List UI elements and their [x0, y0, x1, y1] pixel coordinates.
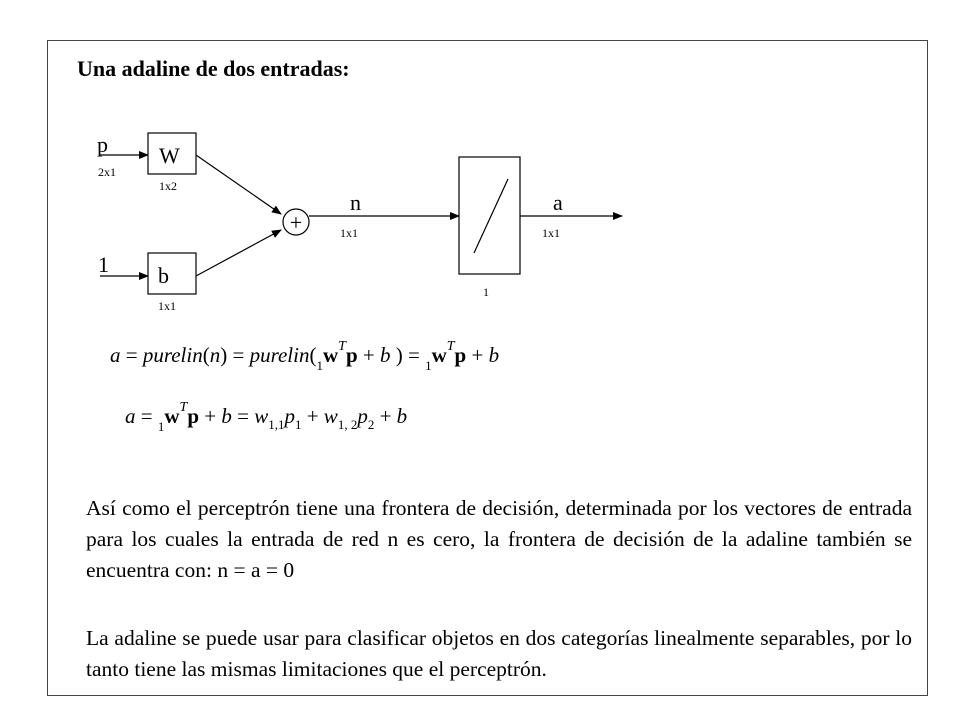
- transfer-box: [459, 157, 520, 274]
- bias-input-label: 1: [98, 252, 109, 277]
- input-p-label: p: [97, 132, 108, 157]
- slide-title: Una adaline de dos entradas:: [77, 56, 350, 81]
- output-label: a: [553, 190, 563, 215]
- equation-1: [110, 339, 499, 373]
- equation-2: [125, 400, 407, 434]
- paragraph-decision-boundary: Así como el perceptrón tiene una frontera de decisión, determinada por los vectores de entrada para los cuales la entrada de red n es cero, la frontera de decisión de la adaline también se encuentra con: n = a = 0: [86, 496, 912, 582]
- bias-dim: 1x1: [158, 299, 176, 313]
- paragraph-limitations: La adaline se puede usar para clasificar objetos en dos categorías linealmente separables, por lo tanto tiene las mismas limitaciones que el perceptrón.: [86, 626, 912, 681]
- output-dim: 1x1: [542, 226, 560, 240]
- bias-label: b: [158, 263, 169, 288]
- weight-to-sum-arrow: [196, 155, 281, 214]
- net-label: n: [350, 190, 361, 215]
- svg-text:a = purelin(n) = purelin(1wTp: a = purelin(n) = $purelin(_1w^Tp + b$ ) = $_1w^Tp + b$: [110, 339, 500, 373]
- net-dim: 1x1: [340, 226, 358, 240]
- weight-label: W: [159, 143, 180, 168]
- svg-text:a = 1wTp + b = w1,1p1 + w1, 2p: $a = _1w^Tp + b = w_{1,1}p_1 + w_{1, 2}p_2 + b$: [125, 400, 408, 434]
- bias-to-sum-arrow: [196, 230, 281, 276]
- input-p-dim: 2x1: [98, 165, 116, 179]
- transfer-size: 1: [483, 285, 489, 299]
- weight-dim: 1x2: [159, 179, 177, 193]
- sum-symbol: +: [289, 210, 303, 235]
- bias-box: [148, 253, 196, 294]
